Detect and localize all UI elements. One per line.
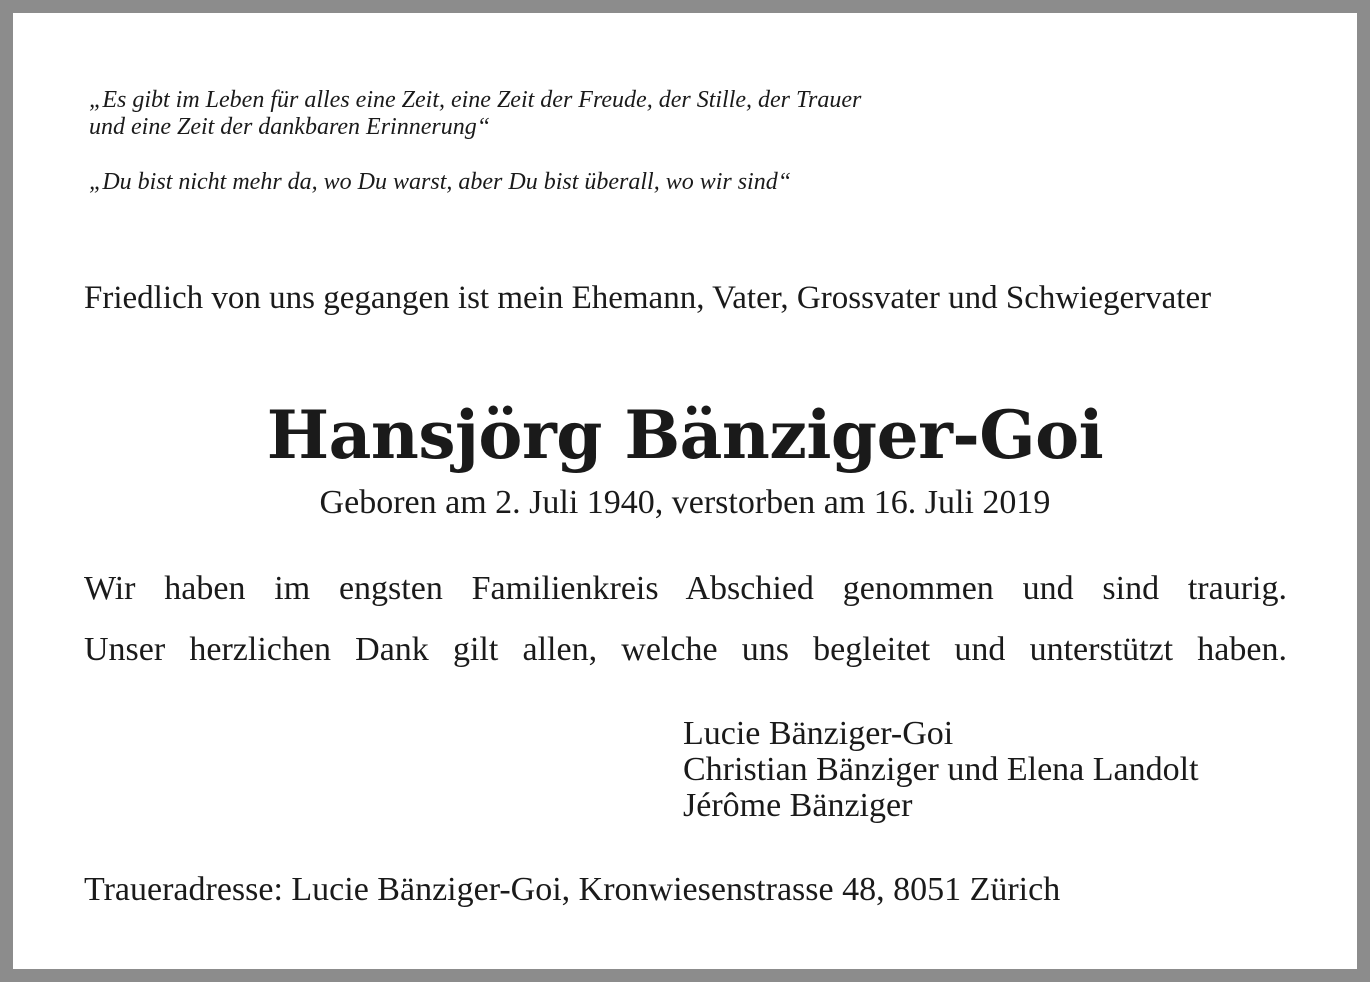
life-dates: Geboren am 2. Juli 1940, verstorben am 16. Juli 2019 bbox=[319, 484, 1051, 521]
message-line-1: Wir haben im engsten Familienkreis Abschied genommen und sind traurig. bbox=[84, 570, 1287, 607]
mourner-name: Christian Bänziger und Elena Landolt bbox=[683, 751, 1199, 788]
mourning-address: Traueradresse: Lucie Bänziger-Goi, Kronwiesenstrasse 48, 8051 Zürich bbox=[84, 871, 1061, 908]
mourners-list bbox=[683, 716, 1199, 824]
intro-text: Friedlich von uns gegangen ist mein Ehemann, Vater, Grossvater und Schwiegervater bbox=[84, 280, 1212, 316]
opening-quote bbox=[89, 87, 861, 141]
obituary-notice bbox=[13, 13, 1357, 969]
message-line-2: Unser herzlichen Dank gilt allen, welche uns begleitet und unterstützt haben. bbox=[84, 631, 1287, 668]
opening-quote-line-1: „Es gibt im Leben für alles eine Zeit, eine Zeit der Freude, der Stille, der Trauer bbox=[89, 87, 862, 113]
second-quote-line-1: „Du bist nicht mehr da, wo Du warst, aber Du bist überall, wo wir sind“ bbox=[89, 169, 792, 195]
mourner-name: Jérôme Bänziger bbox=[683, 787, 913, 824]
mourner-name: Lucie Bänziger-Goi bbox=[683, 715, 954, 752]
deceased-name: Hansjörg Bänziger-Goi bbox=[266, 396, 1104, 474]
second-quote bbox=[89, 169, 791, 196]
opening-quote-line-2: und eine Zeit der dankbaren Erinnerung“ bbox=[89, 114, 491, 140]
